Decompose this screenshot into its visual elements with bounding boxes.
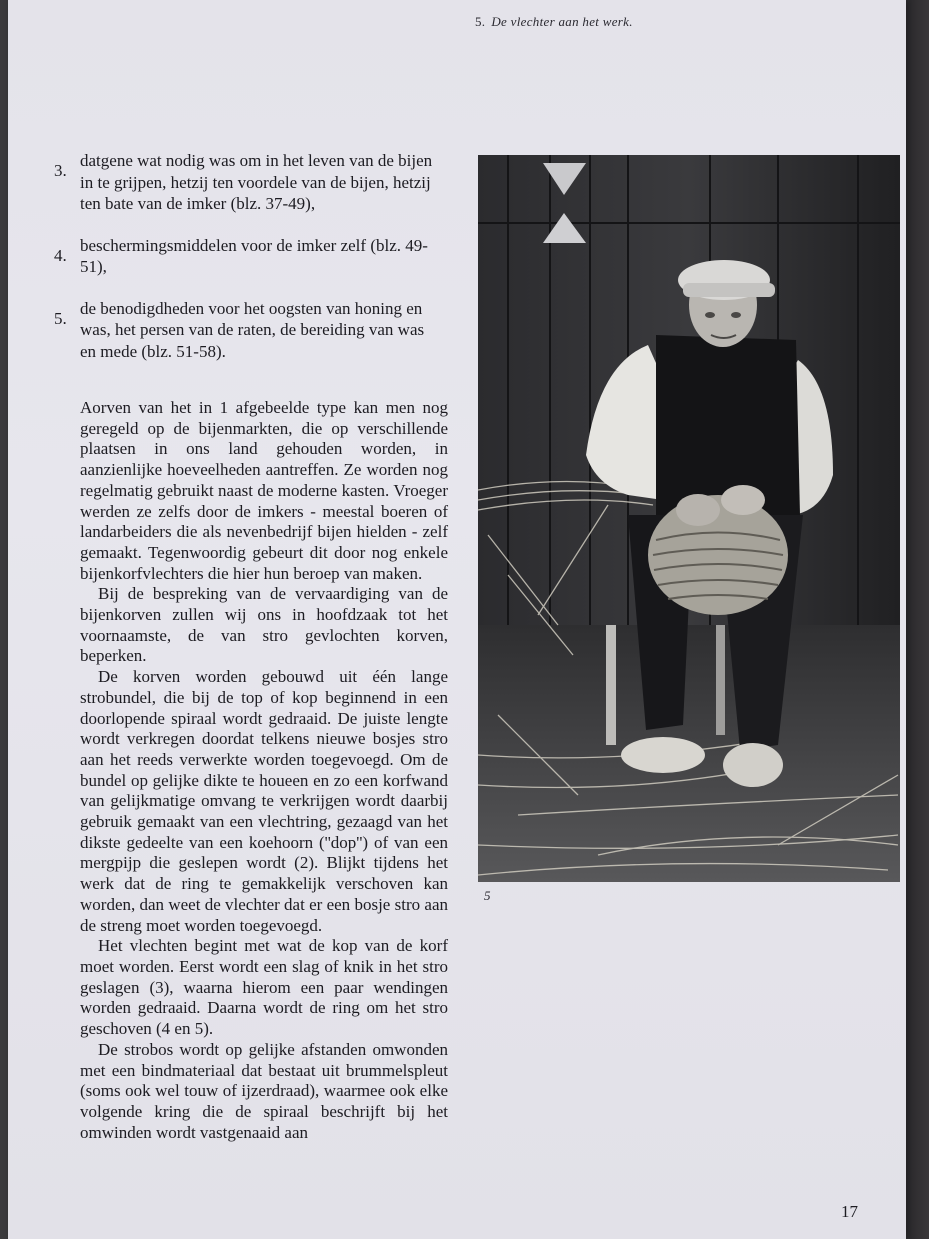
figure-caption [475,14,633,30]
figure-caption-number: 5. [475,14,486,29]
photograph [478,155,900,882]
paragraph: Het vlechten begint met wat de kop van de korf moet worden. Eerst wordt een slag of knik in het stro geslagen (3), waarna hierom een paar wendingen worden gedraaid. Daarna wordt de ring om het stro geschoven (4 en 5). [80,936,448,1039]
paragraph: De korven worden gebouwd uit één lange strobundel, die bij de top of kop beginnend in een doorlopende spiraal wordt gedraaid. De juiste lengte wordt verkregen doordat telkens nieuwe bosjes stro aan het reeds verwerkte worden toegevoegd. Om de bundel op gelijke dikte te houeen en zo een korfwand van gelijkmatige omvang te verkrijgen wordt daarbij gebruik gemaakt van een vlechtring, gezaagd van het dikste gedeelte van een koehoorn (''dop'') of van een mergpijp die geslepen wordt (2). Blijkt tijdens het werk dat de ring te gemakkelijk verschoven kan worden, dan weet de vlechter dat er een bosje stro aan de streng moet worden toegevoegd. [80,667,448,935]
page-number: 17 [841,1202,858,1221]
numbered-list [54,150,444,382]
list-item [54,150,444,215]
photo-number: 5 [484,888,491,903]
paragraph: De strobos wordt op gelijke afstanden omwonden met een bindmateriaal dat bestaat uit brummelspleut (soms ook wel touw of ijzerdraad), waarmee ook elke volgende kring die de spiraal beschrijft bij het omwinden wordt vastgenaaid aan [80,1039,448,1142]
figure-caption-text: De vlechter aan het werk. [491,14,633,29]
list-item [54,298,444,363]
list-item-text: datgene wat nodig was om in het leven van de bijen in te grijpen, hetzij ten voordele van de bijen, hetzij ten bate van de imker (blz. 37-49), [80,151,433,213]
list-item-text: beschermingsmiddelen voor de imker zelf (blz. 49-51), [80,235,428,276]
list-item-number: 3. [54,161,67,180]
list-item [54,235,444,278]
list-item-text: de benodigdheden voor het oogsten van honing en was, het persen van de raten, de bereiding van was en mede (blz. 51-58). [80,298,425,361]
list-item-number: 4. [54,245,67,265]
paragraph: Bij de bespreking van de vervaardiging van de bijenkorven zullen wij ons in hoofdzaak tot het voornaamste, de van stro gevlochten korven, beperken. [80,584,448,666]
list-item-number: 5. [54,308,67,328]
paragraph: Aorven van het in 1 afgebeelde type kan men nog geregeld op de bijenmarkten, die op verschillende plaatsen in ons land gehouden worden, in aanzienlijke hoeveelheden aantreffen. Ze worden nog regelmatig gebruikt naast de moderne kasten. Vroeger werden ze zelfs door de imkers - meestal boeren of landarbeiders die als nevenbedrijf bijen hielden - zelf gemaakt. Tegenwoordig gebeurt dit door nog enkele bijenkorfvlechters die hier hun beroep van maken. [80,398,448,583]
photograph-image [478,155,900,882]
body-text [80,398,448,1143]
book-page [8,0,906,1239]
